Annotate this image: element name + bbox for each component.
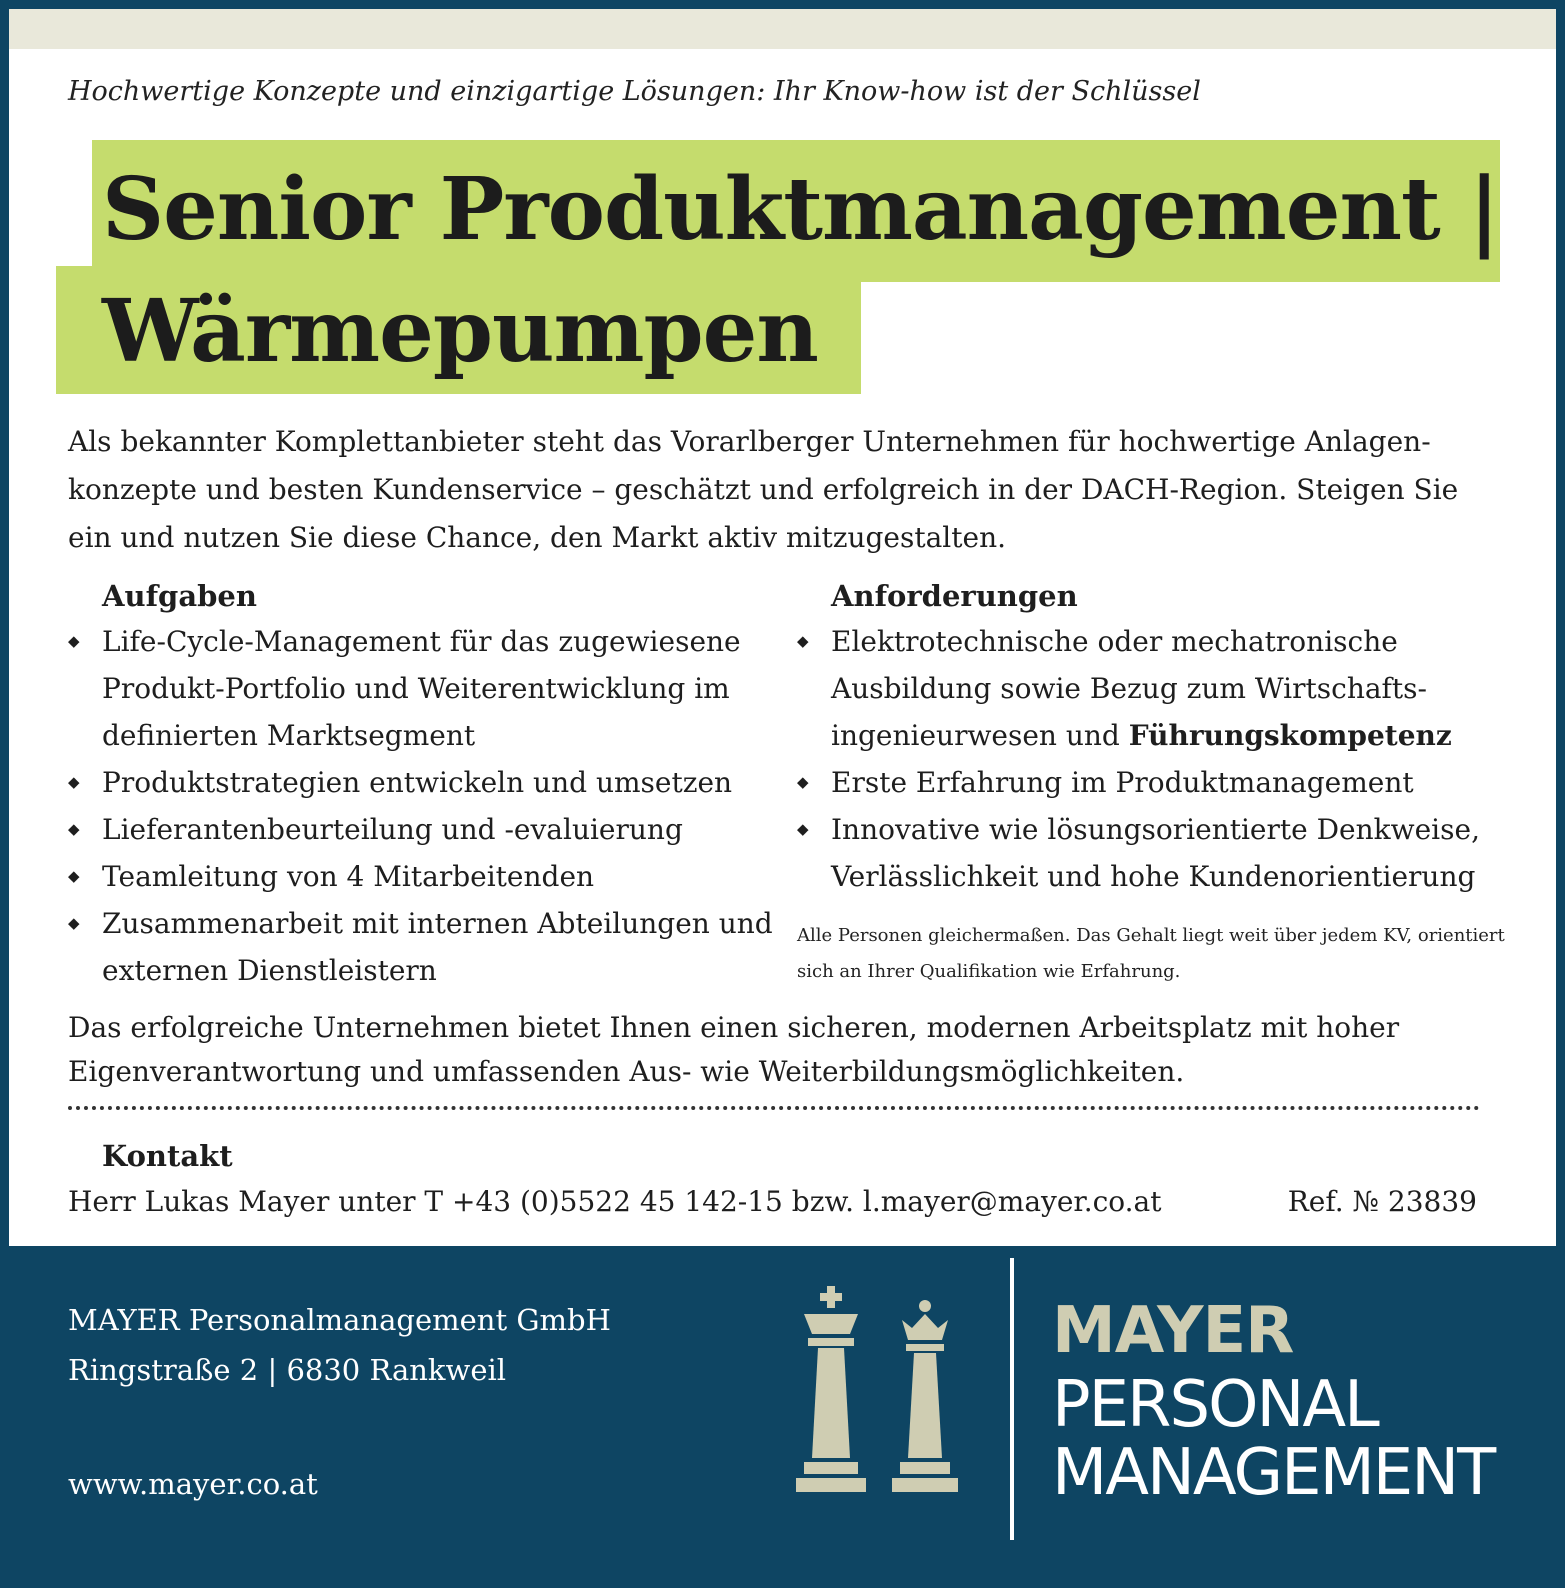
salary-note: Alle Personen gleichermaßen. Das Gehalt liegt weit über jedem KV, orientiert sich an Ihrer Qualifikation wie Erfahrung. <box>797 925 1505 982</box>
list-item: ◆ Produktstrategien entwickeln und umsetzen <box>68 759 788 806</box>
list-item: ◆ Lieferantenbeurteilung und -evaluierung <box>68 806 788 853</box>
diamond-icon: ◆ <box>68 914 80 932</box>
requirements-list <box>797 618 1537 900</box>
job-title-line-1: Senior Produktmanagement | <box>102 159 1499 260</box>
diamond-icon: ◆ <box>797 632 809 650</box>
diamond-icon: ◆ <box>797 773 809 791</box>
tagline: Hochwertige Konzepte und einzigartige Lösungen: Ihr Know-how ist der Schlüssel <box>68 76 1201 107</box>
diamond-icon: ◆ <box>68 867 80 885</box>
job-title-line-2: Wärmepumpen <box>102 281 818 382</box>
diamond-icon: ◆ <box>68 632 80 650</box>
brand-management: MANAGEMENT <box>1052 1436 1495 1510</box>
diamond-icon: ◆ <box>68 820 80 838</box>
reference-number: Ref. № 23839 <box>1287 1185 1477 1218</box>
tasks-heading: Aufgaben <box>102 579 257 613</box>
requirements-section <box>797 574 1537 990</box>
dotted-divider <box>68 1106 1480 1110</box>
contact-details: Herr Lukas Mayer unter T +43 (0)5522 45 142-15 bzw. l.mayer@mayer.co.at <box>68 1185 1162 1218</box>
chess-king-queen-icon <box>790 1282 980 1502</box>
leadership-emphasis: Führungskompetenz <box>1128 719 1452 752</box>
list-item: ◆ Teamleitung von 4 Mitarbeitenden <box>68 853 788 900</box>
logo-divider <box>1010 1258 1014 1540</box>
requirements-heading: Anforderungen <box>831 579 1078 613</box>
list-item: ◆ Elektrotechnische oder mechatronische Ausbildung sowie Bezug zum Wirtschaftsingenieurwesen und Führungskompetenz <box>797 618 1537 759</box>
company-address: Ringstraße 2 | 6830 Rankweil <box>68 1353 507 1387</box>
list-item: ◆ Erste Erfahrung im Produktmanagement <box>797 759 1537 806</box>
diamond-icon: ◆ <box>68 773 80 791</box>
brand-mayer: MAYER <box>1052 1294 1294 1368</box>
top-band <box>9 9 1556 49</box>
list-item: ◆ Life-Cycle-Management für das zugewiesene Produkt-Portfolio und Weiterentwicklung im definierten Marktsegment <box>68 618 788 759</box>
tasks-list <box>68 618 788 994</box>
website-link[interactable]: www.mayer.co.at <box>68 1467 318 1501</box>
list-item: ◆ Innovative wie lösungsorientierte Denkweise, Verlässlichkeit und hohe Kundenorientierung <box>797 806 1537 900</box>
tasks-section <box>68 574 788 994</box>
brand-personal: PERSONAL <box>1052 1368 1378 1442</box>
intro-paragraph: Als bekannter Komplettanbieter steht das Vorarlberger Unternehmen für hochwertige Anlagenkonzepte und besten Kundenservice – geschätzt und erfolgreich in der DACH-Region. Steigen Sie ein und nutzen Sie diese Chance, den Markt aktiv mitzugestalten. <box>68 425 1459 554</box>
list-item: ◆ Zusammenarbeit mit internen Abteilungen und externen Dienstleistern <box>68 900 788 994</box>
company-name: MAYER Personalmanagement GmbH <box>68 1303 611 1337</box>
offer-paragraph: Das erfolgreiche Unternehmen bietet Ihnen einen sicheren, modernen Arbeitsplatz mit hoher Eigenverantwortung und umfassenden Aus- wie Weiterbildungsmöglichkeiten. <box>68 1011 1400 1088</box>
diamond-icon: ◆ <box>797 820 809 838</box>
contact-heading: Kontakt <box>102 1139 233 1173</box>
